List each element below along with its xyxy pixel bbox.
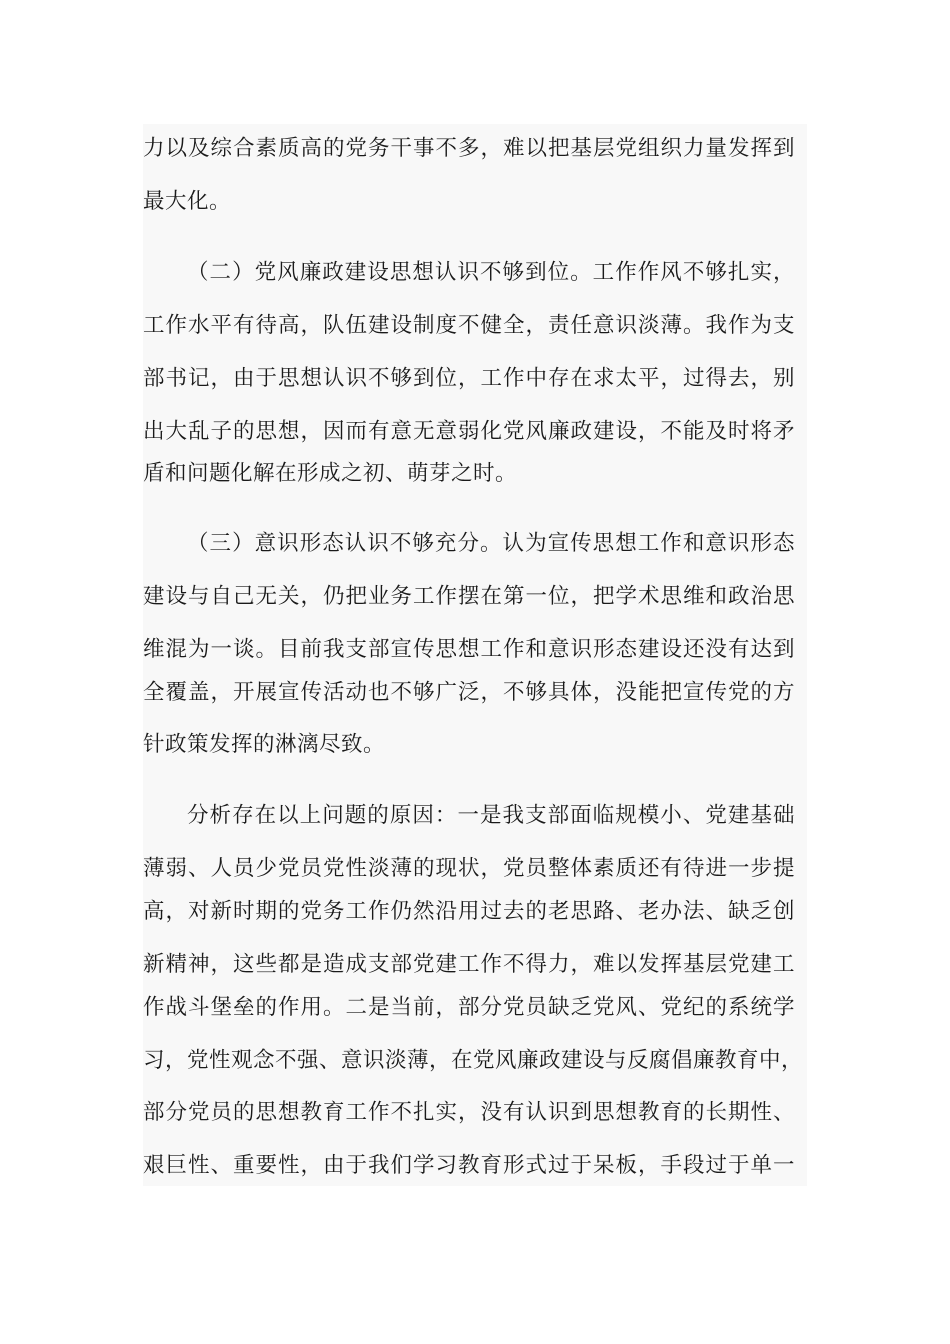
text-line: 新精神，这些都是造成支部党建工作不得力，难以发挥基层党建工 <box>143 952 795 977</box>
text-line: 高，对新时期的党务工作仍然沿用过去的老思路、老办法、缺乏创 <box>143 899 795 924</box>
text-line: 力以及综合素质高的党务干事不多，难以把基层党组织力量发挥到 <box>143 136 795 161</box>
text-line: 作战斗堡垒的作用。二是当前，部分党员缺乏党风、党纪的系统学 <box>143 995 795 1020</box>
text-line: 针政策发挥的淋漓尽致。 <box>143 732 386 757</box>
section-heading-line: （二）党风廉政建设思想认识不够到位。工作作风不够扎实， <box>187 260 795 285</box>
text-line: 维混为一谈。目前我支部宣传思想工作和意识形态建设还没有达到 <box>143 637 795 662</box>
section-heading-line: （三）意识形态认识不够充分。认为宣传思想工作和意识形态 <box>187 531 795 556</box>
text-line: 薄弱、人员少党员党性淡薄的现状，党员整体素质还有待进一步提 <box>143 856 795 881</box>
text-line: 出大乱子的思想，因而有意无意弱化党风廉政建设，不能及时将矛 <box>143 419 795 444</box>
text-line: 工作水平有待高，队伍建设制度不健全，责任意识淡薄。我作为支 <box>143 313 795 338</box>
text-line: 全覆盖，开展宣传活动也不够广泛，不够具体，没能把宣传党的方 <box>143 680 795 705</box>
document-text-block <box>143 124 807 1186</box>
text-line: 盾和问题化解在形成之初、萌芽之时。 <box>143 461 518 486</box>
text-line: 最大化。 <box>143 189 232 214</box>
text-line: 部分党员的思想教育工作不扎实，没有认识到思想教育的长期性、 <box>143 1100 795 1125</box>
text-line: 习，党性观念不强、意识淡薄，在党风廉政建设与反腐倡廉教育中， <box>143 1048 804 1073</box>
text-line: 部书记，由于思想认识不够到位，工作中存在求太平，过得去，别 <box>143 366 795 391</box>
analysis-first-line: 分析存在以上问题的原因：一是我支部面临规模小、党建基础 <box>187 803 795 828</box>
text-line: 艰巨性、重要性，由于我们学习教育形式过于呆板，手段过于单一 <box>143 1153 795 1178</box>
text-line: 建设与自己无关，仍把业务工作摆在第一位，把学术思维和政治思 <box>143 584 795 609</box>
